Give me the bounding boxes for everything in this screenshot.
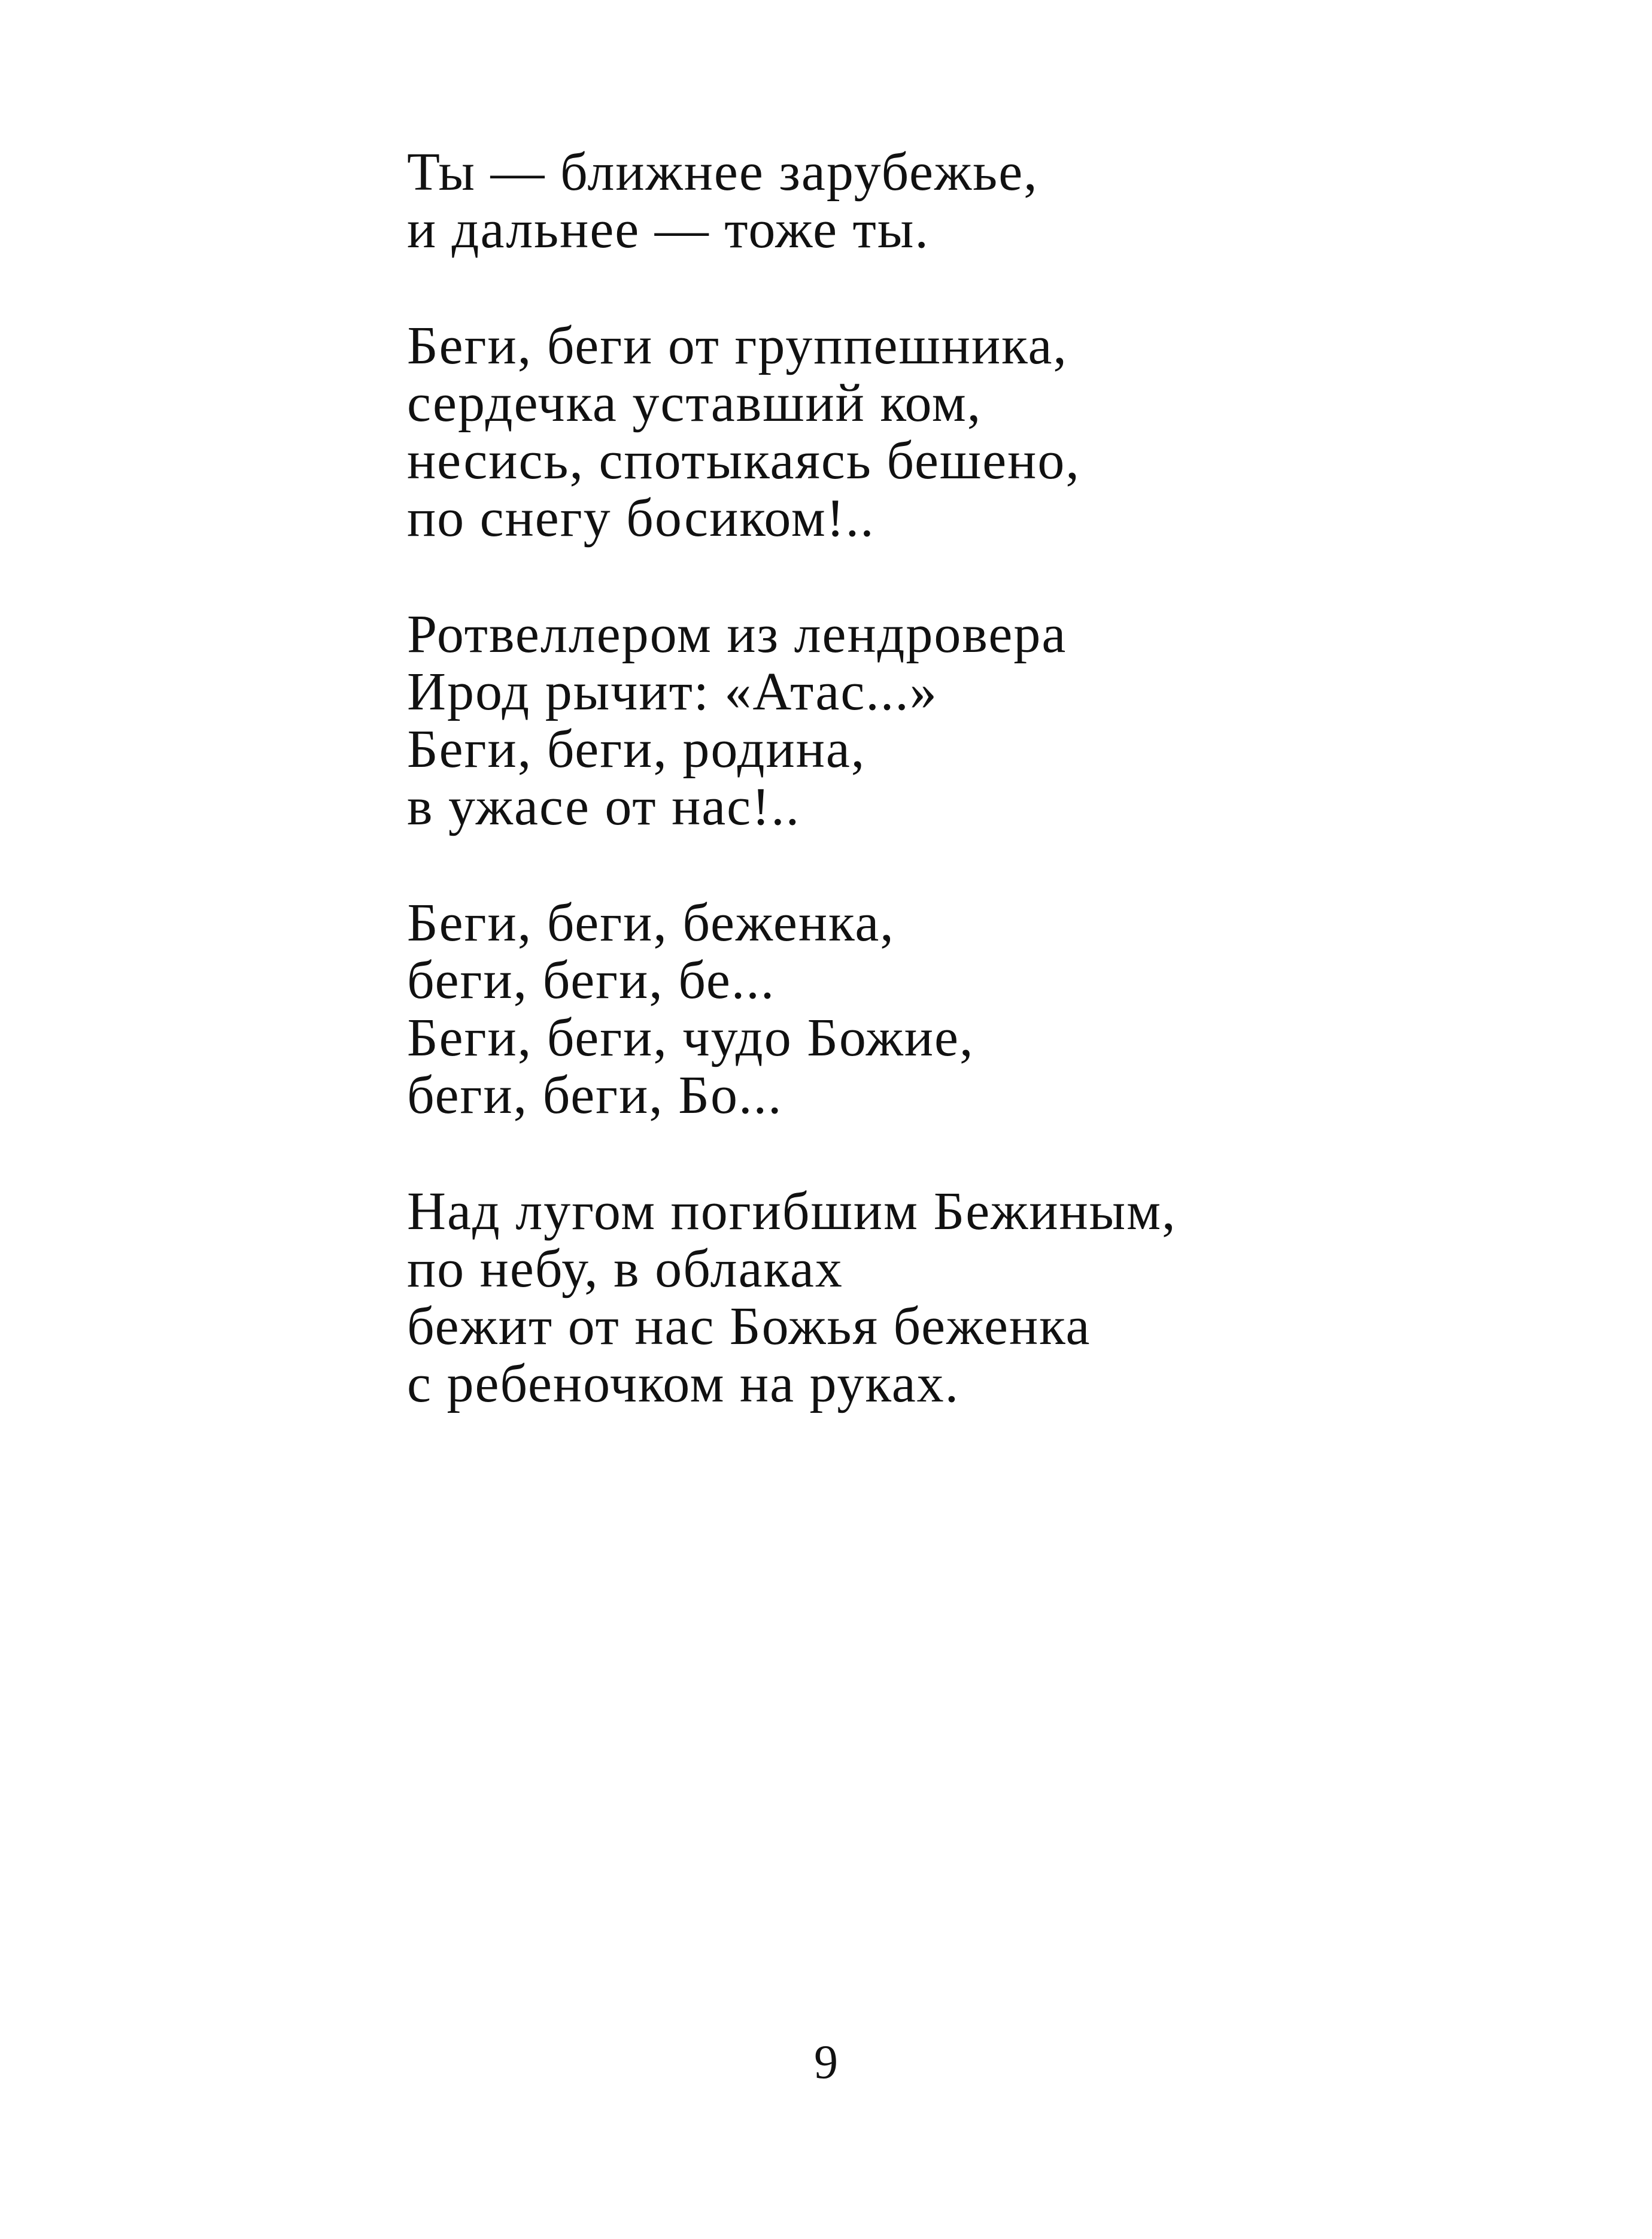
poem-line: и дальнее — тоже ты. <box>407 200 930 259</box>
poem-line: по снегу босиком!.. <box>407 489 875 548</box>
poem-line: Беги, беги от группешника, <box>407 316 1068 375</box>
poem-line: Беги, беги, чудо Божие, <box>407 1008 974 1067</box>
poem-line: Ирод рычит: «Атас...» <box>407 662 938 721</box>
poem-line: по небу, в облаках <box>407 1239 843 1299</box>
stanza-4 <box>407 894 1544 1124</box>
poem-line: сердечка уставший ком, <box>407 374 982 433</box>
poem-line: Ротвеллером из лендровера <box>407 605 1067 664</box>
page-number: 9 <box>814 2036 838 2089</box>
poem-line: в ужасе от нас!.. <box>407 777 801 836</box>
poem-line: бежит от нас Божья беженка <box>407 1297 1091 1356</box>
poem-line: беги, беги, бе... <box>407 951 776 1010</box>
poem-line: несись, спотыкаясь бешено, <box>407 431 1080 490</box>
stanza-3 <box>407 606 1544 836</box>
poem-line: Беги, беги, беженка, <box>407 893 895 952</box>
poem-text <box>407 144 1544 1413</box>
poem-line: Беги, беги, родина, <box>407 720 866 779</box>
stanza-2 <box>407 317 1544 547</box>
poem-line: Над лугом погибшим Бежиным, <box>407 1182 1177 1241</box>
stanza-1 <box>407 144 1544 259</box>
poem-line: беги, беги, Бо... <box>407 1066 783 1125</box>
poem-line: Ты — ближнее зарубежье, <box>407 142 1038 202</box>
poem-line: с ребеночком на руках. <box>407 1354 960 1413</box>
stanza-5 <box>407 1183 1544 1413</box>
